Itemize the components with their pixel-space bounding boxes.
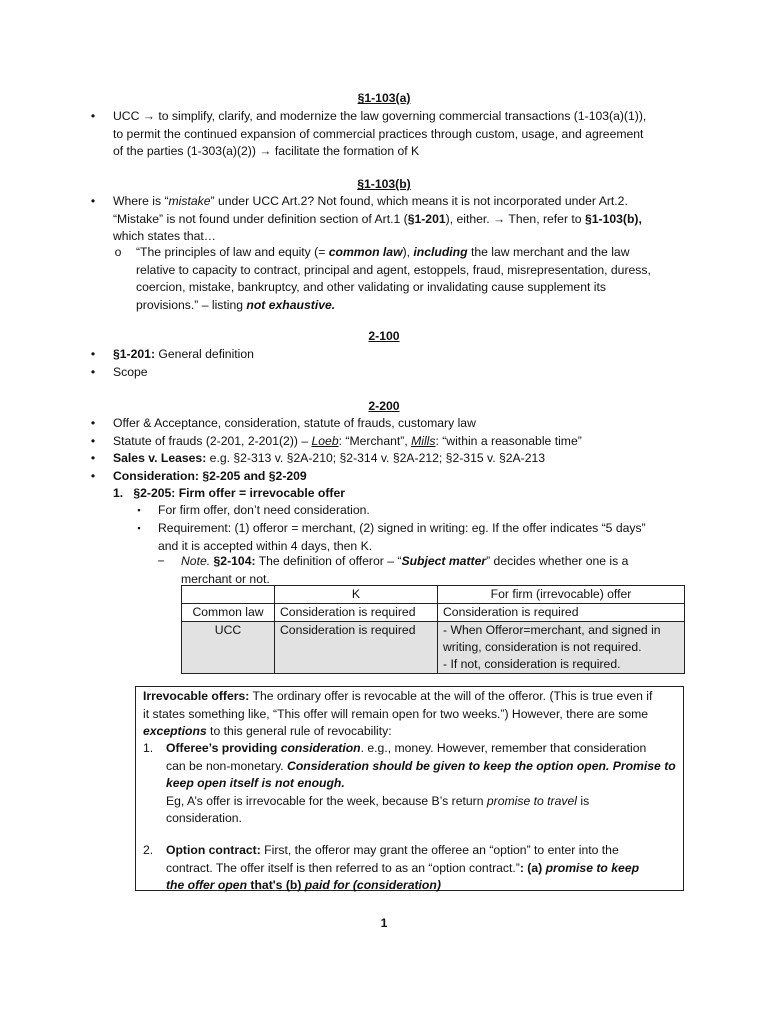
item-sales-v-leases: Sales v. Leases: e.g. §2-313 v. §2A-210; §2-314 v. §2A-212; §2-315 v. §2A-213: [113, 451, 546, 465]
dash-bullet: −: [157, 554, 165, 568]
page-number: 1: [380, 916, 388, 930]
item-note-2-104: Note. §2-104: The definition of offeror – “Subject matter” decides whether one is a merchant or not.: [181, 554, 629, 586]
bullet-dot: •: [90, 469, 96, 483]
table-cell: UCC: [182, 622, 275, 674]
paragraph-mistake: Where is “mistake” under UCC Art.2? Not found, which means it is not incorporated under Art.2. “Mistake” is not found under definition section of Art.1 (§1-201), either. → Then, refer to §1-103(b), which states that…: [113, 194, 642, 243]
item-scope: Scope: [113, 365, 148, 379]
bullet-dot: •: [90, 416, 96, 430]
table-header-row: [182, 586, 685, 604]
heading-1-103b: §1-103(b): [357, 177, 411, 191]
heading-2-200: 2-200: [368, 399, 400, 413]
bullet-dot: •: [90, 347, 96, 361]
box-item-option-contract: Option contract: First, the offeror may grant the offeree an “option” to enter into the contract. The offer itself is then referred to as an “option contract.”: (a) promise to keep the offer open that's (b) paid for (consideration): [166, 843, 640, 892]
item-requirement: Requirement: (1) offeror = merchant, (2) signed in writing: eg. If the offer indicates “5 days” and it is accepted within 4 days, then K.: [158, 521, 646, 553]
heading-2-100: 2-100: [368, 329, 400, 343]
heading-1-103a: §1-103(a): [357, 91, 411, 105]
table-header-cell: [182, 586, 275, 604]
square-bullet: ▪: [137, 523, 141, 533]
item-offer-acceptance: Offer & Acceptance, consideration, statute of frauds, customary law: [113, 416, 476, 430]
box-intro: Irrevocable offers: The ordinary offer is revocable at the will of the offeror. (This is true even if it states something like, “This offer will remain open for two weeks.”) However, there are some exceptions to this general rule of revocability:: [143, 689, 653, 738]
bullet-dot: •: [90, 109, 96, 123]
paragraph-ucc-purpose: UCC → to simplify, clarify, and modernize the law governing commercial transactions (1-103(a)(1)), to permit the continued expansion of commercial practices through custom, usage, and agreement of the parties (1-303(a)(2)) → facilitate the formation of K: [113, 109, 647, 158]
table-cell: Consideration is required: [275, 604, 438, 622]
table-row: [182, 622, 685, 674]
consideration-table: [181, 585, 685, 674]
list-number: 2.: [143, 843, 154, 857]
bullet-dot: •: [90, 451, 96, 465]
list-number: 1.: [143, 741, 154, 755]
item-general-definition: §1-201: General definition: [113, 347, 254, 361]
table-cell: - When Offeror=merchant, and signed in writing, consideration is not required. - If not, consideration is required.: [438, 622, 685, 674]
circle-bullet: o: [114, 245, 122, 259]
bullet-dot: •: [90, 434, 96, 448]
table-cell: Common law: [182, 604, 275, 622]
table-row: [182, 604, 685, 622]
square-bullet: ▪: [137, 505, 141, 515]
table-header-cell: For firm (irrevocable) offer: [438, 586, 685, 604]
item-statute-of-frauds: Statute of frauds (2-201, 2-201(2)) – Loeb: “Merchant”, Mills: “within a reasonable time”: [113, 434, 582, 448]
item-consideration: Consideration: §2-205 and §2-209: [113, 469, 307, 483]
numbered-item-2-205: 1. §2-205: Firm offer = irrevocable offer: [113, 486, 345, 500]
bullet-dot: •: [90, 365, 96, 379]
table-cell: Consideration is required: [438, 604, 685, 622]
bullet-dot: •: [90, 194, 96, 208]
table-header-cell: K: [275, 586, 438, 604]
paragraph-principles-quote: “The principles of law and equity (= common law), including the law merchant and the law relative to capacity to contract, principal and agent, estoppels, fraud, misrepresentation, duress, coercion, mistake, bankruptcy, and other validating or invalidating cause supplement its provisions.” – listing not exhaustive.: [136, 245, 651, 312]
table-cell: Consideration is required: [275, 622, 438, 674]
box-item-consideration: Offeree’s providing consideration. e.g., money. However, remember that consideration can be non-monetary. Consideration should be given to keep the option open. Promise to keep open itself is not enough. Eg, A’s offer is irrevocable for the week, because B’s return promise to travel is consideration.: [166, 741, 676, 825]
item-firm-offer: For firm offer, don’t need consideration.: [158, 503, 370, 517]
